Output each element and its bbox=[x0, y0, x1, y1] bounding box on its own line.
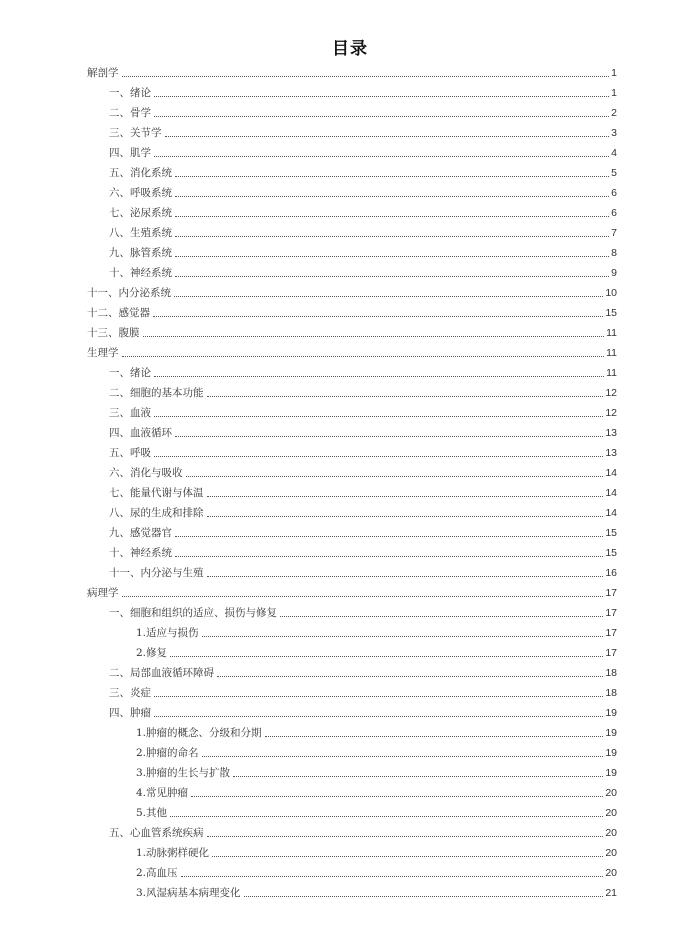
toc-entry-page-number: 16 bbox=[605, 567, 617, 579]
dot-leader bbox=[265, 735, 604, 737]
toc-entry-row bbox=[109, 703, 617, 723]
toc-entry[interactable] bbox=[0, 823, 700, 843]
toc-entry-page-number: 14 bbox=[605, 487, 617, 499]
toc-entry-page-number: 14 bbox=[605, 467, 617, 479]
toc-entry-page-number: 1 bbox=[611, 87, 617, 99]
dot-leader bbox=[122, 355, 605, 357]
toc-entry-page-number: 11 bbox=[606, 367, 617, 379]
toc-entry[interactable] bbox=[0, 303, 700, 323]
toc-entry-label: 七、泌尿系统 bbox=[109, 207, 172, 219]
toc-entry-row bbox=[87, 323, 617, 343]
toc-entry-label: 5.其他 bbox=[136, 807, 168, 819]
toc-entry-page-number: 15 bbox=[605, 527, 617, 539]
toc-entry-row bbox=[87, 583, 617, 603]
toc-entry-page-number: 12 bbox=[605, 407, 617, 419]
toc-entry-row bbox=[109, 543, 617, 563]
toc-entry[interactable] bbox=[0, 223, 700, 243]
toc-entry[interactable] bbox=[0, 543, 700, 563]
toc-entry[interactable] bbox=[0, 263, 700, 283]
toc-entry-label: 三、血液 bbox=[109, 407, 151, 419]
toc-entry-label: 3.肿瘤的生长与扩散 bbox=[136, 767, 231, 779]
toc-entry[interactable] bbox=[0, 503, 700, 523]
toc-entry-row bbox=[109, 243, 617, 263]
toc-entry[interactable] bbox=[0, 863, 700, 883]
toc-entry-row bbox=[109, 103, 617, 123]
toc-entry-label: 十、神经系统 bbox=[109, 547, 172, 559]
toc-entry-row bbox=[136, 763, 617, 783]
toc-entry[interactable] bbox=[0, 563, 700, 583]
dot-leader bbox=[202, 635, 604, 637]
toc-entry-row bbox=[109, 143, 617, 163]
dot-leader bbox=[122, 595, 604, 597]
toc-entry-label: 十二、感觉器 bbox=[87, 307, 150, 319]
toc-entry-row bbox=[109, 383, 617, 403]
toc-entry-page-number: 13 bbox=[605, 447, 617, 459]
toc-entry[interactable] bbox=[0, 403, 700, 423]
toc-entry[interactable] bbox=[0, 443, 700, 463]
toc-entry-row bbox=[109, 223, 617, 243]
toc-entry-label: 二、骨学 bbox=[109, 107, 151, 119]
toc-entry-label: 五、心血管系统疾病 bbox=[109, 827, 204, 839]
toc-entry-label: 八、生殖系统 bbox=[109, 227, 172, 239]
toc-entry-label: 九、脉管系统 bbox=[109, 247, 172, 259]
dot-leader bbox=[217, 675, 603, 677]
toc-entry-page-number: 7 bbox=[611, 227, 617, 239]
toc-entry-page-number: 8 bbox=[611, 247, 617, 259]
toc-entry-label: 五、消化系统 bbox=[109, 167, 172, 179]
dot-leader bbox=[154, 115, 609, 117]
toc-entry-page-number: 20 bbox=[605, 807, 617, 819]
toc-entry-label: 一、绪论 bbox=[109, 367, 151, 379]
toc-entry-row bbox=[109, 823, 617, 843]
toc-entry-label: 2.肿瘤的命名 bbox=[136, 747, 199, 759]
toc-entry-row bbox=[109, 483, 617, 503]
toc-entry-page-number: 17 bbox=[605, 607, 617, 619]
toc-entry-page-number: 9 bbox=[611, 267, 617, 279]
dot-leader bbox=[186, 475, 604, 477]
dot-leader bbox=[207, 395, 604, 397]
toc-entry-page-number: 13 bbox=[605, 427, 617, 439]
toc-entry-row bbox=[109, 423, 617, 443]
dot-leader bbox=[207, 575, 604, 577]
toc-entry-label: 十一、内分泌与生殖 bbox=[109, 567, 204, 579]
toc-entry-page-number: 17 bbox=[605, 627, 617, 639]
dot-leader bbox=[212, 855, 603, 857]
toc-entry[interactable] bbox=[0, 323, 700, 343]
page-title: 目录 bbox=[332, 39, 368, 59]
dot-leader bbox=[165, 135, 610, 137]
dot-leader bbox=[154, 715, 603, 717]
toc-entry-page-number: 20 bbox=[605, 847, 617, 859]
dot-leader bbox=[175, 535, 603, 537]
toc-entry-row bbox=[109, 603, 617, 623]
toc-entry-row bbox=[109, 663, 617, 683]
toc-entry-row bbox=[87, 63, 617, 83]
toc-entry-page-number: 19 bbox=[605, 727, 617, 739]
toc-entry[interactable] bbox=[0, 243, 700, 263]
dot-leader bbox=[207, 495, 604, 497]
dot-leader bbox=[191, 795, 603, 797]
toc-entry[interactable] bbox=[0, 723, 700, 743]
dot-leader bbox=[175, 235, 609, 237]
toc-entry[interactable] bbox=[0, 363, 700, 383]
toc-entry-page-number: 6 bbox=[611, 187, 617, 199]
toc-entry-page-number: 10 bbox=[605, 287, 617, 299]
toc-entry-row bbox=[109, 683, 617, 703]
toc-entry[interactable] bbox=[0, 763, 700, 783]
toc-entry-label: 病理学 bbox=[87, 587, 119, 599]
dot-leader bbox=[233, 775, 603, 777]
toc-entry-row bbox=[87, 343, 617, 363]
dot-leader bbox=[143, 335, 605, 337]
toc-entry-row bbox=[136, 723, 617, 743]
toc-entry-label: 三、炎症 bbox=[109, 687, 151, 699]
dot-leader bbox=[244, 895, 604, 897]
toc-entry-label: 2.高血压 bbox=[136, 867, 178, 879]
toc-entry-row bbox=[109, 403, 617, 423]
toc-entry-label: 解剖学 bbox=[87, 67, 119, 79]
dot-leader bbox=[154, 375, 604, 377]
toc-entry-page-number: 3 bbox=[611, 127, 617, 139]
toc-entry-row bbox=[109, 123, 617, 143]
toc-entry-label: 2.修复 bbox=[136, 647, 168, 659]
toc-entry-label: 九、感觉器官 bbox=[109, 527, 172, 539]
toc-entry-label: 十一、内分泌系统 bbox=[87, 287, 171, 299]
toc-entry[interactable] bbox=[0, 83, 700, 103]
toc-entry-row bbox=[136, 623, 617, 643]
dot-leader bbox=[170, 815, 603, 817]
toc-entry[interactable] bbox=[0, 123, 700, 143]
toc-entry[interactable] bbox=[0, 103, 700, 123]
toc-entry[interactable] bbox=[0, 843, 700, 863]
dot-leader bbox=[154, 155, 609, 157]
toc-entry[interactable] bbox=[0, 343, 700, 363]
toc-entry-row bbox=[109, 563, 617, 583]
toc-entry-row bbox=[136, 803, 617, 823]
toc-entry-row bbox=[109, 443, 617, 463]
toc-entry-row bbox=[136, 743, 617, 763]
toc-entry-label: 十、神经系统 bbox=[109, 267, 172, 279]
toc-entry-page-number: 19 bbox=[605, 707, 617, 719]
toc-entry[interactable] bbox=[0, 383, 700, 403]
toc-entry-row bbox=[109, 503, 617, 523]
toc-entry-label: 一、细胞和组织的适应、损伤与修复 bbox=[109, 607, 277, 619]
toc-entry-page-number: 11 bbox=[606, 327, 617, 339]
toc-entry[interactable] bbox=[0, 203, 700, 223]
toc-entry-page-number: 5 bbox=[611, 167, 617, 179]
toc-entry[interactable] bbox=[0, 523, 700, 543]
toc-entry[interactable] bbox=[0, 583, 700, 603]
dot-leader bbox=[175, 255, 609, 257]
toc-entry-page-number: 19 bbox=[605, 747, 617, 759]
dot-leader bbox=[207, 835, 604, 837]
toc-entry-page-number: 12 bbox=[605, 387, 617, 399]
dot-leader bbox=[154, 95, 609, 97]
toc-entry[interactable] bbox=[0, 143, 700, 163]
toc-entry-label: 四、肌学 bbox=[109, 147, 151, 159]
toc-entry[interactable] bbox=[0, 423, 700, 443]
toc-entry-label: 六、呼吸系统 bbox=[109, 187, 172, 199]
toc-entry-page-number: 20 bbox=[605, 827, 617, 839]
toc-entry-page-number: 11 bbox=[606, 347, 617, 359]
toc-entry[interactable] bbox=[0, 623, 700, 643]
toc-entry-row bbox=[109, 363, 617, 383]
toc-entry-label: 十三、腹膜 bbox=[87, 327, 140, 339]
toc-entry-page-number: 17 bbox=[605, 647, 617, 659]
toc-entry[interactable] bbox=[0, 803, 700, 823]
dot-leader bbox=[280, 615, 603, 617]
toc-entry-label: 生理学 bbox=[87, 347, 119, 359]
dot-leader bbox=[153, 315, 603, 317]
toc-entry[interactable] bbox=[0, 603, 700, 623]
toc-entry-row bbox=[136, 883, 617, 903]
toc-entry[interactable] bbox=[0, 283, 700, 303]
toc-entry-label: 1.动脉粥样硬化 bbox=[136, 847, 210, 859]
dot-leader bbox=[174, 295, 603, 297]
toc-entry-label: 4.常见肿瘤 bbox=[136, 787, 189, 799]
toc-entry-label: 八、尿的生成和排除 bbox=[109, 507, 204, 519]
toc-entry-page-number: 18 bbox=[605, 687, 617, 699]
toc-entry-row bbox=[109, 523, 617, 543]
toc-entry-row bbox=[87, 283, 617, 303]
toc-entry-page-number: 14 bbox=[605, 507, 617, 519]
toc-entry-row bbox=[109, 203, 617, 223]
toc-entry-row bbox=[136, 783, 617, 803]
toc-entry-row bbox=[109, 83, 617, 103]
dot-leader bbox=[175, 175, 609, 177]
toc-entry-row bbox=[136, 643, 617, 663]
toc-entry-page-number: 4 bbox=[611, 147, 617, 159]
toc-entry[interactable] bbox=[0, 663, 700, 683]
toc-entry[interactable] bbox=[0, 683, 700, 703]
toc-entry[interactable] bbox=[0, 783, 700, 803]
toc-entry-page-number: 15 bbox=[605, 547, 617, 559]
toc-entry-row bbox=[87, 303, 617, 323]
toc-entry-label: 六、消化与吸收 bbox=[109, 467, 183, 479]
toc-entry[interactable] bbox=[0, 183, 700, 203]
toc-entry-page-number: 2 bbox=[611, 107, 617, 119]
toc-entry-label: 二、局部血液循环障碍 bbox=[109, 667, 214, 679]
toc-entry-label: 3.风湿病基本病理变化 bbox=[136, 887, 241, 899]
dot-leader bbox=[181, 875, 604, 877]
toc-entry-page-number: 18 bbox=[605, 667, 617, 679]
toc-entry-page-number: 15 bbox=[605, 307, 617, 319]
dot-leader bbox=[175, 215, 609, 217]
toc-entry-page-number: 1 bbox=[611, 67, 617, 79]
toc-entry-label: 1.肿瘤的概念、分级和分期 bbox=[136, 727, 262, 739]
dot-leader bbox=[154, 695, 603, 697]
toc-entry-row bbox=[109, 163, 617, 183]
dot-leader bbox=[170, 655, 603, 657]
dot-leader bbox=[154, 415, 603, 417]
toc-entry-label: 二、细胞的基本功能 bbox=[109, 387, 204, 399]
toc-entry-label: 四、肿瘤 bbox=[109, 707, 151, 719]
toc-entry-label: 1.适应与损伤 bbox=[136, 627, 199, 639]
dot-leader bbox=[154, 455, 603, 457]
toc-entry[interactable] bbox=[0, 883, 700, 903]
dot-leader bbox=[175, 275, 609, 277]
toc-entry-page-number: 19 bbox=[605, 767, 617, 779]
dot-leader bbox=[122, 75, 610, 77]
toc-entry-page-number: 20 bbox=[605, 867, 617, 879]
toc-entry-row bbox=[136, 843, 617, 863]
dot-leader bbox=[207, 515, 604, 517]
toc-entry[interactable] bbox=[0, 643, 700, 663]
dot-leader bbox=[175, 435, 603, 437]
dot-leader bbox=[175, 555, 603, 557]
toc-entry[interactable] bbox=[0, 63, 700, 83]
toc-entry-label: 七、能量代谢与体温 bbox=[109, 487, 204, 499]
toc-entry[interactable] bbox=[0, 483, 700, 503]
toc-entry-row bbox=[136, 863, 617, 883]
toc-entry-label: 一、绪论 bbox=[109, 87, 151, 99]
dot-leader bbox=[175, 195, 609, 197]
toc-entry-row bbox=[109, 463, 617, 483]
toc-entry-label: 五、呼吸 bbox=[109, 447, 151, 459]
toc-entry-label: 四、血液循环 bbox=[109, 427, 172, 439]
toc-entry-page-number: 20 bbox=[605, 787, 617, 799]
toc-entry[interactable] bbox=[0, 463, 700, 483]
toc-entry[interactable] bbox=[0, 743, 700, 763]
table-of-contents bbox=[0, 63, 700, 903]
toc-entry-page-number: 17 bbox=[605, 587, 617, 599]
toc-entry-row bbox=[109, 263, 617, 283]
toc-entry[interactable] bbox=[0, 703, 700, 723]
dot-leader bbox=[202, 755, 604, 757]
toc-entry-label: 三、关节学 bbox=[109, 127, 162, 139]
toc-entry-page-number: 6 bbox=[611, 207, 617, 219]
toc-entry-row bbox=[109, 183, 617, 203]
toc-entry[interactable] bbox=[0, 163, 700, 183]
toc-entry-page-number: 21 bbox=[605, 887, 617, 899]
